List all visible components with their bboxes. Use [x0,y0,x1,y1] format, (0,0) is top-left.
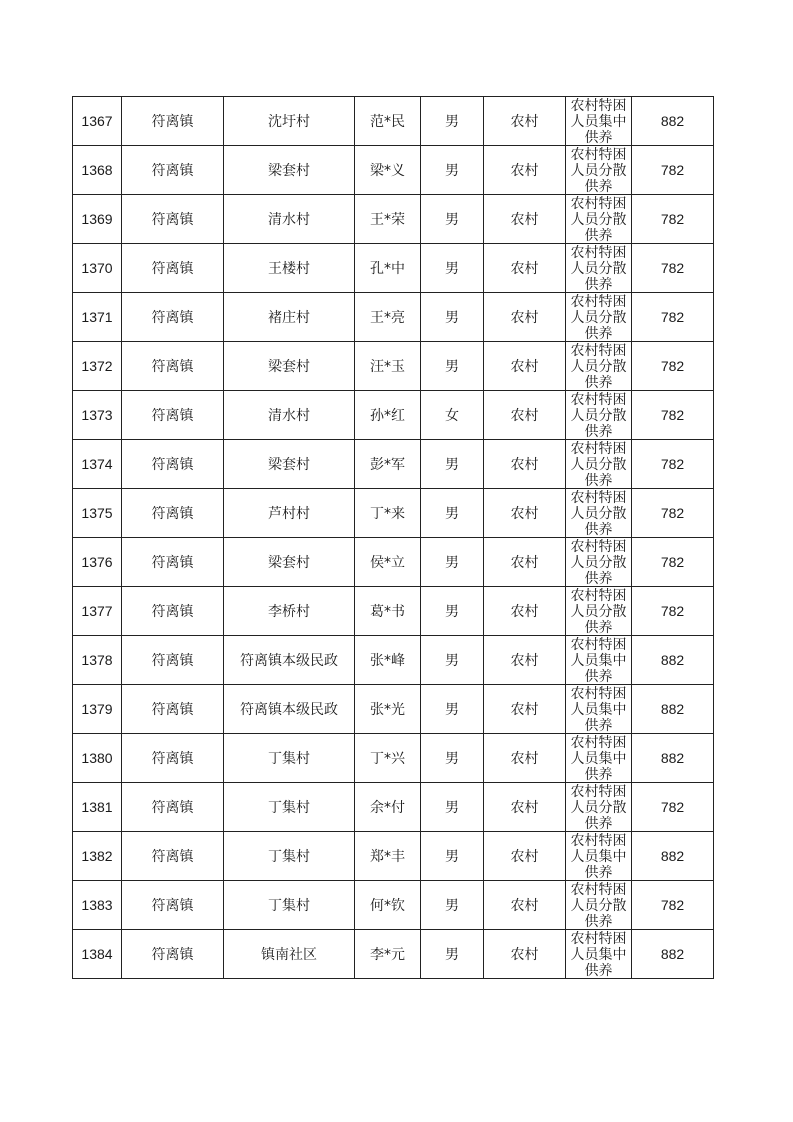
cell-village: 丁集村 [224,881,355,930]
assistance-type-text: 农村特困人员集中供养 [570,931,627,977]
cell-amount: 882 [632,685,714,734]
cell-amount: 782 [632,440,714,489]
cell-village: 梁套村 [224,146,355,195]
cell-gender: 男 [421,881,484,930]
cell-gender: 男 [421,440,484,489]
cell-residence-type: 农村 [484,293,566,342]
table-row [73,636,714,685]
cell-serial-number: 1383 [73,881,122,930]
cell-assistance-type [566,832,632,881]
cell-amount: 882 [632,832,714,881]
assistance-type-text: 农村特困人员分散供养 [570,147,627,193]
cell-serial-number: 1375 [73,489,122,538]
cell-gender: 男 [421,293,484,342]
cell-assistance-type [566,930,632,979]
cell-town: 符离镇 [122,587,224,636]
cell-residence-type: 农村 [484,832,566,881]
cell-serial-number: 1378 [73,636,122,685]
assistance-type-text: 农村特困人员分散供养 [570,784,627,830]
cell-person-name: 王*荣 [355,195,421,244]
cell-amount: 782 [632,783,714,832]
table-row [73,195,714,244]
relief-recipients-table [72,96,714,979]
cell-village: 符离镇本级民政 [224,636,355,685]
cell-village: 梁套村 [224,440,355,489]
cell-town: 符离镇 [122,832,224,881]
table-row [73,587,714,636]
cell-assistance-type [566,244,632,293]
cell-person-name: 汪*玉 [355,342,421,391]
table-row [73,293,714,342]
cell-serial-number: 1374 [73,440,122,489]
cell-town: 符离镇 [122,244,224,293]
cell-serial-number: 1381 [73,783,122,832]
cell-gender: 男 [421,97,484,146]
cell-village: 镇南社区 [224,930,355,979]
cell-village: 清水村 [224,391,355,440]
assistance-type-text: 农村特困人员分散供养 [570,196,627,242]
table-row [73,783,714,832]
cell-gender: 男 [421,538,484,587]
cell-assistance-type [566,195,632,244]
cell-gender: 男 [421,489,484,538]
cell-person-name: 孔*中 [355,244,421,293]
assistance-type-text: 农村特困人员分散供养 [570,392,627,438]
cell-residence-type: 农村 [484,930,566,979]
cell-gender: 男 [421,636,484,685]
cell-gender: 男 [421,930,484,979]
cell-town: 符离镇 [122,881,224,930]
cell-town: 符离镇 [122,489,224,538]
cell-village: 沈圩村 [224,97,355,146]
table-row [73,391,714,440]
cell-residence-type: 农村 [484,881,566,930]
cell-residence-type: 农村 [484,440,566,489]
cell-residence-type: 农村 [484,195,566,244]
cell-person-name: 王*亮 [355,293,421,342]
cell-amount: 782 [632,342,714,391]
cell-town: 符离镇 [122,783,224,832]
cell-person-name: 余*付 [355,783,421,832]
cell-serial-number: 1380 [73,734,122,783]
cell-serial-number: 1371 [73,293,122,342]
cell-town: 符离镇 [122,97,224,146]
cell-amount: 782 [632,587,714,636]
cell-amount: 782 [632,538,714,587]
cell-amount: 782 [632,293,714,342]
table-row [73,489,714,538]
cell-gender: 男 [421,734,484,783]
cell-residence-type: 农村 [484,538,566,587]
cell-assistance-type [566,734,632,783]
cell-amount: 882 [632,734,714,783]
table-row [73,538,714,587]
cell-village: 丁集村 [224,734,355,783]
cell-gender: 男 [421,244,484,293]
cell-person-name: 丁*兴 [355,734,421,783]
cell-town: 符离镇 [122,342,224,391]
cell-assistance-type [566,881,632,930]
cell-person-name: 范*民 [355,97,421,146]
table-row [73,342,714,391]
cell-village: 丁集村 [224,832,355,881]
table-row [73,881,714,930]
cell-amount: 782 [632,489,714,538]
cell-serial-number: 1379 [73,685,122,734]
assistance-type-text: 农村特困人员分散供养 [570,441,627,487]
cell-town: 符离镇 [122,538,224,587]
cell-residence-type: 农村 [484,685,566,734]
cell-gender: 男 [421,146,484,195]
cell-assistance-type [566,538,632,587]
cell-residence-type: 农村 [484,636,566,685]
table-row [73,685,714,734]
assistance-type-text: 农村特困人员集中供养 [570,735,627,781]
cell-assistance-type [566,636,632,685]
table-row [73,734,714,783]
cell-serial-number: 1382 [73,832,122,881]
cell-town: 符离镇 [122,636,224,685]
cell-person-name: 张*光 [355,685,421,734]
cell-person-name: 葛*书 [355,587,421,636]
cell-assistance-type [566,489,632,538]
cell-serial-number: 1370 [73,244,122,293]
cell-residence-type: 农村 [484,734,566,783]
cell-village: 符离镇本级民政 [224,685,355,734]
table-row [73,97,714,146]
cell-amount: 782 [632,146,714,195]
cell-residence-type: 农村 [484,587,566,636]
cell-village: 李桥村 [224,587,355,636]
cell-village: 梁套村 [224,342,355,391]
assistance-type-text: 农村特困人员分散供养 [570,490,627,536]
assistance-type-text: 农村特困人员分散供养 [570,245,627,291]
cell-residence-type: 农村 [484,342,566,391]
cell-assistance-type [566,97,632,146]
cell-serial-number: 1368 [73,146,122,195]
cell-residence-type: 农村 [484,146,566,195]
cell-serial-number: 1384 [73,930,122,979]
assistance-type-text: 农村特困人员分散供养 [570,343,627,389]
cell-serial-number: 1373 [73,391,122,440]
cell-person-name: 李*元 [355,930,421,979]
cell-village: 丁集村 [224,783,355,832]
cell-town: 符离镇 [122,930,224,979]
cell-serial-number: 1372 [73,342,122,391]
table-body [73,97,714,979]
cell-amount: 782 [632,391,714,440]
assistance-type-text: 农村特困人员分散供养 [570,882,627,928]
assistance-type-text: 农村特困人员集中供养 [570,98,627,144]
cell-person-name: 郑*丰 [355,832,421,881]
cell-town: 符离镇 [122,293,224,342]
assistance-type-text: 农村特困人员分散供养 [570,588,627,634]
cell-assistance-type [566,440,632,489]
cell-assistance-type [566,146,632,195]
cell-person-name: 丁*来 [355,489,421,538]
cell-assistance-type [566,783,632,832]
cell-town: 符离镇 [122,734,224,783]
cell-town: 符离镇 [122,195,224,244]
cell-person-name: 孙*红 [355,391,421,440]
cell-amount: 782 [632,244,714,293]
cell-assistance-type [566,685,632,734]
cell-gender: 女 [421,391,484,440]
assistance-type-text: 农村特困人员集中供养 [570,686,627,732]
cell-amount: 782 [632,881,714,930]
table-row [73,146,714,195]
cell-amount: 782 [632,195,714,244]
cell-town: 符离镇 [122,685,224,734]
cell-town: 符离镇 [122,391,224,440]
cell-gender: 男 [421,783,484,832]
cell-residence-type: 农村 [484,391,566,440]
cell-serial-number: 1376 [73,538,122,587]
cell-assistance-type [566,342,632,391]
cell-residence-type: 农村 [484,97,566,146]
cell-serial-number: 1369 [73,195,122,244]
cell-village: 芦村村 [224,489,355,538]
cell-person-name: 张*峰 [355,636,421,685]
cell-person-name: 彭*军 [355,440,421,489]
cell-gender: 男 [421,685,484,734]
cell-amount: 882 [632,930,714,979]
cell-person-name: 侯*立 [355,538,421,587]
cell-assistance-type [566,293,632,342]
cell-village: 王楼村 [224,244,355,293]
cell-person-name: 何*钦 [355,881,421,930]
cell-person-name: 梁*义 [355,146,421,195]
cell-town: 符离镇 [122,440,224,489]
cell-gender: 男 [421,195,484,244]
assistance-type-text: 农村特困人员分散供养 [570,294,627,340]
cell-amount: 882 [632,97,714,146]
table-row [73,244,714,293]
cell-gender: 男 [421,587,484,636]
cell-town: 符离镇 [122,146,224,195]
cell-residence-type: 农村 [484,489,566,538]
cell-amount: 882 [632,636,714,685]
assistance-type-text: 农村特困人员集中供养 [570,833,627,879]
cell-village: 梁套村 [224,538,355,587]
assistance-type-text: 农村特困人员分散供养 [570,539,627,585]
cell-assistance-type [566,587,632,636]
table-row [73,440,714,489]
table-row [73,930,714,979]
cell-residence-type: 农村 [484,783,566,832]
cell-assistance-type [566,391,632,440]
table-row [73,832,714,881]
cell-residence-type: 农村 [484,244,566,293]
cell-village: 褚庄村 [224,293,355,342]
cell-serial-number: 1377 [73,587,122,636]
cell-village: 清水村 [224,195,355,244]
cell-gender: 男 [421,832,484,881]
cell-serial-number: 1367 [73,97,122,146]
assistance-type-text: 农村特困人员集中供养 [570,637,627,683]
cell-gender: 男 [421,342,484,391]
